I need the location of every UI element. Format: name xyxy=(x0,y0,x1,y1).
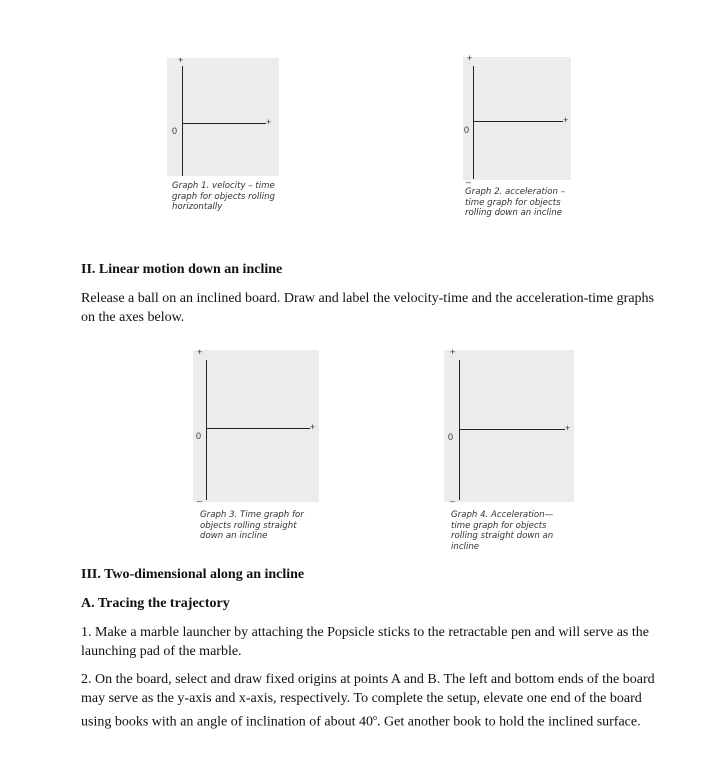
graph-2-origin: 0 xyxy=(464,125,470,135)
graph-2-y-minus: _ xyxy=(466,173,472,183)
graph-3-x-plus: + xyxy=(310,422,316,432)
caption-line: horizontally xyxy=(172,202,223,212)
graph-4-caption xyxy=(451,510,553,552)
caption-line: objects rolling straight xyxy=(200,520,297,531)
section-2-text: Release a ball on an inclined board. Draw and label the velocity-time and the acceleration-time graphs on the axes below. xyxy=(81,291,654,325)
graph-4-x-axis xyxy=(459,429,565,430)
graph-1-area xyxy=(167,55,279,176)
section-3-paragraph-2 xyxy=(81,670,673,732)
graph-3-y-minus: _ xyxy=(197,492,203,502)
graph-3-origin: 0 xyxy=(196,431,202,441)
caption-line: Graph 2. acceleration – xyxy=(465,187,565,197)
graph-3-x-axis xyxy=(206,428,310,429)
caption-line: rolling straight down an xyxy=(451,531,554,541)
graph-4-y-plus: + xyxy=(450,347,456,357)
graph-4-area xyxy=(444,347,574,502)
graph-1-y-plus: + xyxy=(178,55,184,65)
graph-3-y-plus: + xyxy=(197,347,203,357)
section-3-paragraph-1: 1. Make a marble launcher by attaching the Popsicle sticks to the retractable pen and will serve as the launching pad of the marble. xyxy=(81,625,649,659)
graph-1-y-axis xyxy=(182,66,183,176)
graph-4-origin: 0 xyxy=(448,432,454,442)
degree-symbol: o xyxy=(373,713,378,722)
graph-3-y-axis xyxy=(206,360,207,500)
caption-line: time graph for objects xyxy=(451,520,547,531)
graph-1-caption xyxy=(172,181,275,213)
caption-line: Graph 3. Time graph for xyxy=(200,510,304,520)
graph-4-x-plus: + xyxy=(565,423,571,433)
graph-2-y-plus: + xyxy=(467,53,473,63)
graph-2-x-axis xyxy=(473,121,563,122)
graph-1-x-plus: + xyxy=(266,117,272,127)
graph-2-x-plus: + xyxy=(563,115,569,125)
section-3-subheading: A. Tracing the trajectory xyxy=(81,596,230,611)
caption-line: rolling down an incline xyxy=(465,208,563,218)
graph-4-y-minus: _ xyxy=(450,492,456,502)
graph-4-y-axis xyxy=(459,360,460,500)
caption-line: graph for objects rolling xyxy=(172,191,275,202)
graph-3-area xyxy=(193,347,319,502)
graph-3-caption xyxy=(200,510,304,542)
graph-2-area xyxy=(463,57,571,180)
caption-line: time graph for objects xyxy=(465,197,561,208)
caption-line: Graph 1. velocity – time xyxy=(172,181,275,191)
graph-1-origin: 0 xyxy=(172,126,178,136)
graph-2-y-axis xyxy=(473,66,474,179)
paragraph-2-text-end: . Get another book to hold the inclined surface. xyxy=(377,714,641,730)
graph-2-caption xyxy=(465,187,565,219)
caption-line: incline xyxy=(451,541,480,552)
caption-line: down an incline xyxy=(200,531,268,541)
caption-line: Graph 4. Acceleration— xyxy=(451,510,554,520)
section-3-heading: III. Two-dimensional along an incline xyxy=(81,567,305,582)
paragraph-2-text: 2. On the board, select and draw fixed origins at points A and B. The left and bottom ends of the board may serve as the y-axis and x-axis, respectively. To complete the setup, elevate one end of the board using books with an angle of inclination of about 40 xyxy=(81,672,655,730)
section-2-heading: II. Linear motion down an incline xyxy=(81,262,283,277)
graph-1-x-axis xyxy=(182,123,266,124)
